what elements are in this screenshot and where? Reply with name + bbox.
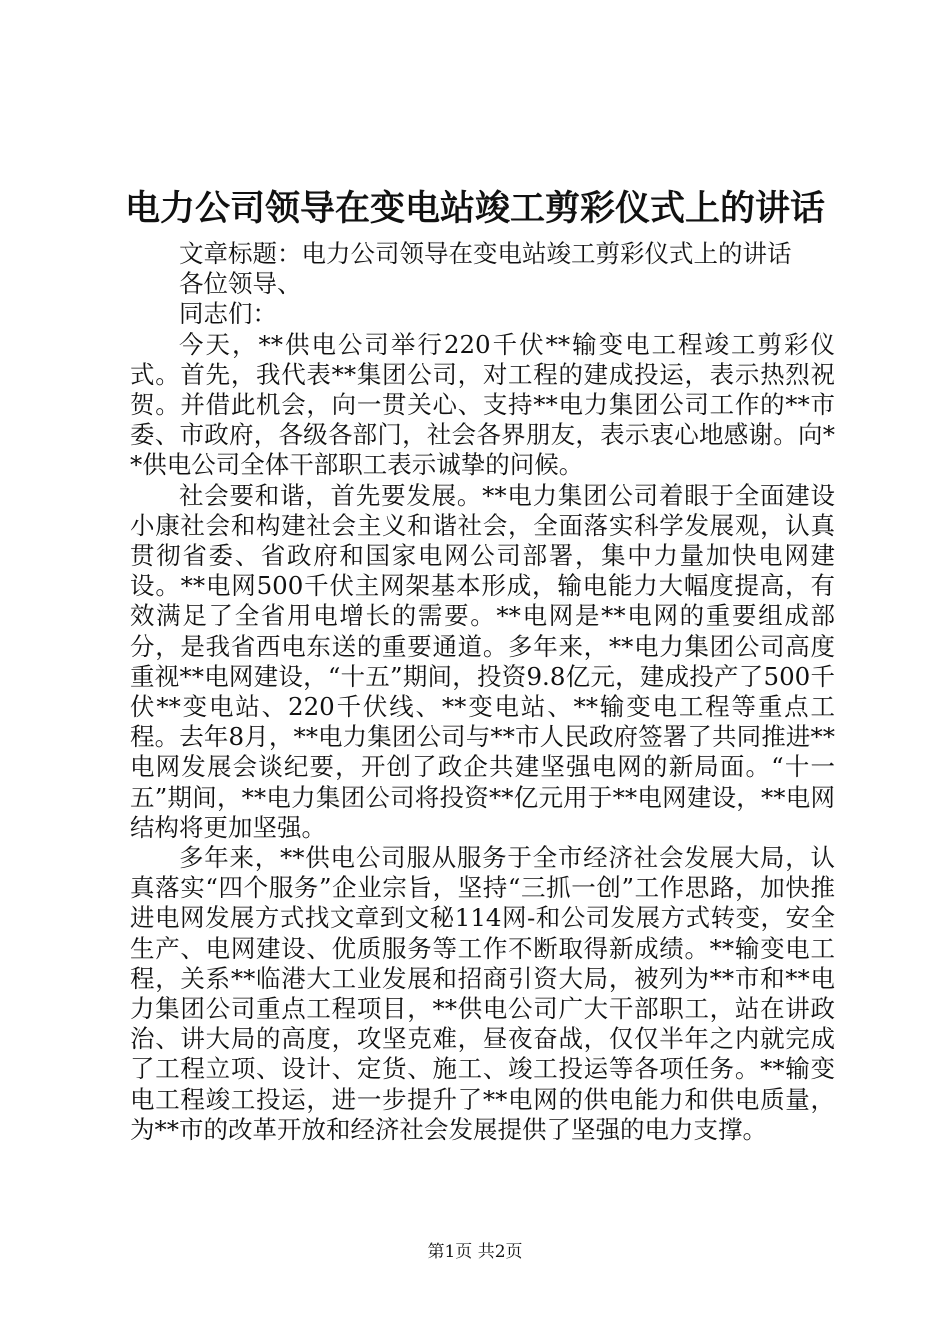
- article-title-line: 文章标题：电力公司领导在变电站竣工剪彩仪式上的讲话: [179, 239, 792, 268]
- document-body: [130, 239, 835, 1145]
- body-paragraph: 社会要和谐，首先要发展。**电力集团公司着眼于全面建设小康社会和构建社会主义和谐社会，全面落实科学发展观，认真贯彻省委、省政府和国家电网公司部署，集中力量加快电网建设。**电网500千伏主网架基本形成，输电能力大幅度提高，有效满足了全省用电增长的需要。**电网是**电网的重要组成部分，是我省西电东送的重要通道。多年来，**电力集团公司高度重视**电网建设，“十五”期间，投资9.8亿元，建成投产了500千伏**变电站、220千伏线、**变电站、**输变电工程等重点工程。去年8月，**电力集团公司与**市人民政府签署了共同推进**电网发展会谈纪要，开创了政企共建坚强电网的新局面。“十一五”期间，**电力集团公司将投资**亿元用于**电网建设，**电网结构将更加坚强。: [130, 480, 835, 842]
- salutation-comrades: 同志们：: [179, 299, 277, 329]
- salutation-leaders: 各位领导、: [179, 269, 302, 299]
- page-footer: 第1页 共2页: [427, 1242, 523, 1262]
- document-title: 电力公司领导在变电站竣工剪彩仪式上的讲话: [124, 188, 825, 229]
- body-paragraph: 今天，**供电公司举行220千伏**输变电工程竣工剪彩仪式。首先，我代表**集团公司，对工程的建成投运，表示热烈祝贺。并借此机会，向一贯关心、支持**电力集团公司工作的**市委、市政府，各级各部门，社会各界朋友，表示衷心地感谢。向**供电公司全体干部职工表示诚挚的问候。: [130, 329, 835, 480]
- body-paragraph: 多年来，**供电公司服从服务于全市经济社会发展大局，认真落实“四个服务”企业宗旨，坚持“三抓一创”工作思路，加快推进电网发展方式找文章到文秘114网-和公司发展方式转变，安全生产、电网建设、优质服务等工作不断取得新成绩。**输变电工程，关系**临港大工业发展和招商引资大局，被列为**市和**电力集团公司重点工程项目，**供电公司广大干部职工，站在讲政治、讲大局的高度，攻坚克难，昼夜奋战，仅仅半年之内就完成了工程立项、设计、定货、施工、竣工投运等各项任务。**输变电工程竣工投运，进一步提升了**电网的供电能力和供电质量，为**市的改革开放和经济社会发展提供了坚强的电力支撑。: [130, 843, 835, 1144]
